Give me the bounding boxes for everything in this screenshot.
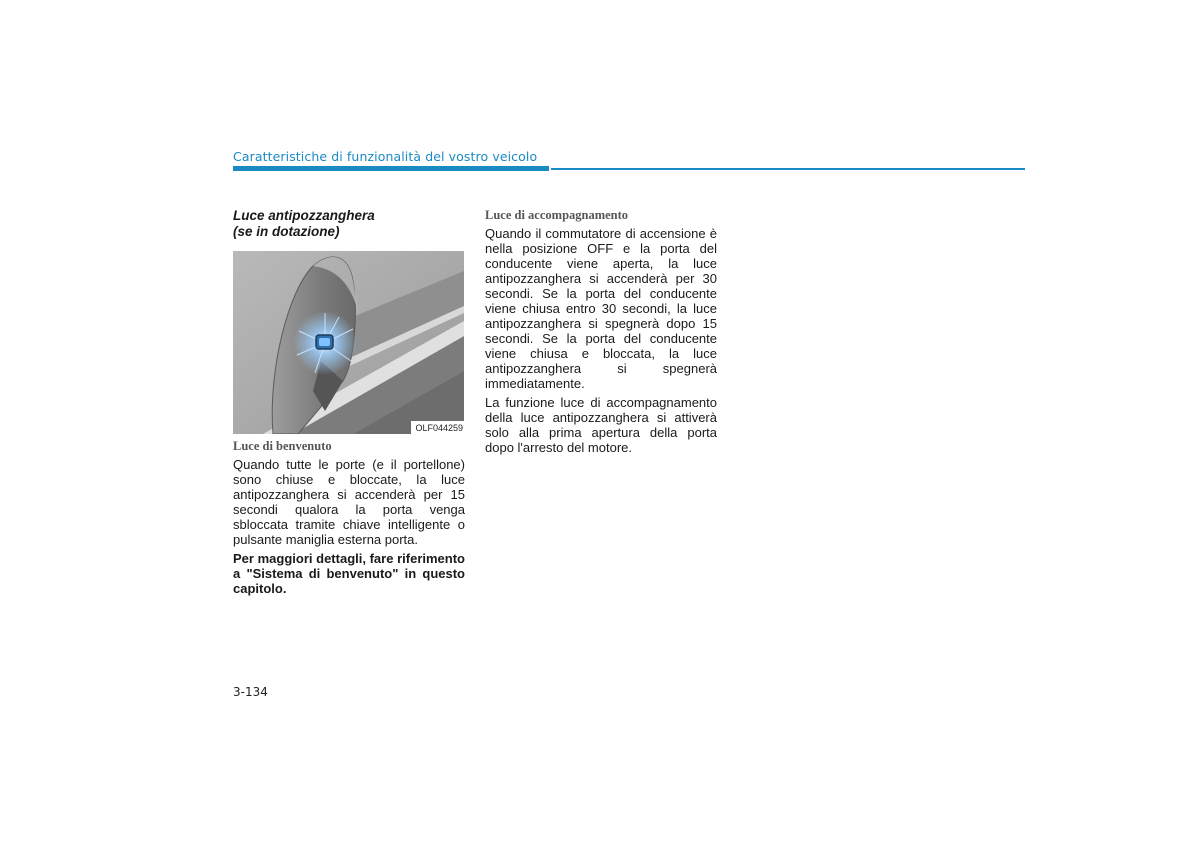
mirror-puddle-lamp-illustration — [233, 251, 464, 434]
right-column — [485, 208, 717, 455]
page-number: 3-134 — [233, 685, 268, 699]
welcome-light-title: Luce di benvenuto — [233, 439, 332, 453]
figure-code: OLF044259 — [411, 421, 464, 434]
header-rule-thick — [233, 166, 549, 171]
escort-light-text-1: Quando il commutatore di accensione è nella posizione OFF e la porta del conducente viene aperta, la luce antipozzanghera si accenderà per 30 secondi. Se la porta del conducente viene chiusa entro 30 secondi, la luce antipozzanghera si spegnerà dopo 15 secondi. Se la porta del conducente viene chiusa e bloccata, la luce antipozzanghera si spegnerà immediatamente. — [485, 226, 717, 391]
welcome-light-text: Quando tutte le porte (e il portellone) sono chiuse e bloccate, la luce antipozzanghera si accenderà per 15 secondi qualora la porta venga sbloccata tramite chiave intelligente o pulsante maniglia esterna porta. — [233, 457, 465, 547]
section-title-line2: (se in dotazione) — [233, 224, 340, 239]
mirror-illustration-svg — [233, 251, 464, 434]
left-column — [233, 208, 465, 596]
welcome-light-note: Per maggiori dettagli, fare riferimento a "Sistema di benvenuto" in questo capitolo. — [233, 551, 465, 596]
escort-light-text-2: La funzione luce di accompagnamento della luce antipozzanghera si attiverà solo alla prima apertura della porta dopo l'arresto del motore. — [485, 395, 717, 455]
section-title-line1: Luce antipozzanghera — [233, 208, 375, 223]
section-title — [233, 208, 465, 240]
header-rule-thin — [551, 168, 1025, 170]
escort-light-title: Luce di accompagnamento — [485, 208, 629, 222]
chapter-header: Caratteristiche di funzionalità del vostro veicolo — [233, 149, 538, 164]
